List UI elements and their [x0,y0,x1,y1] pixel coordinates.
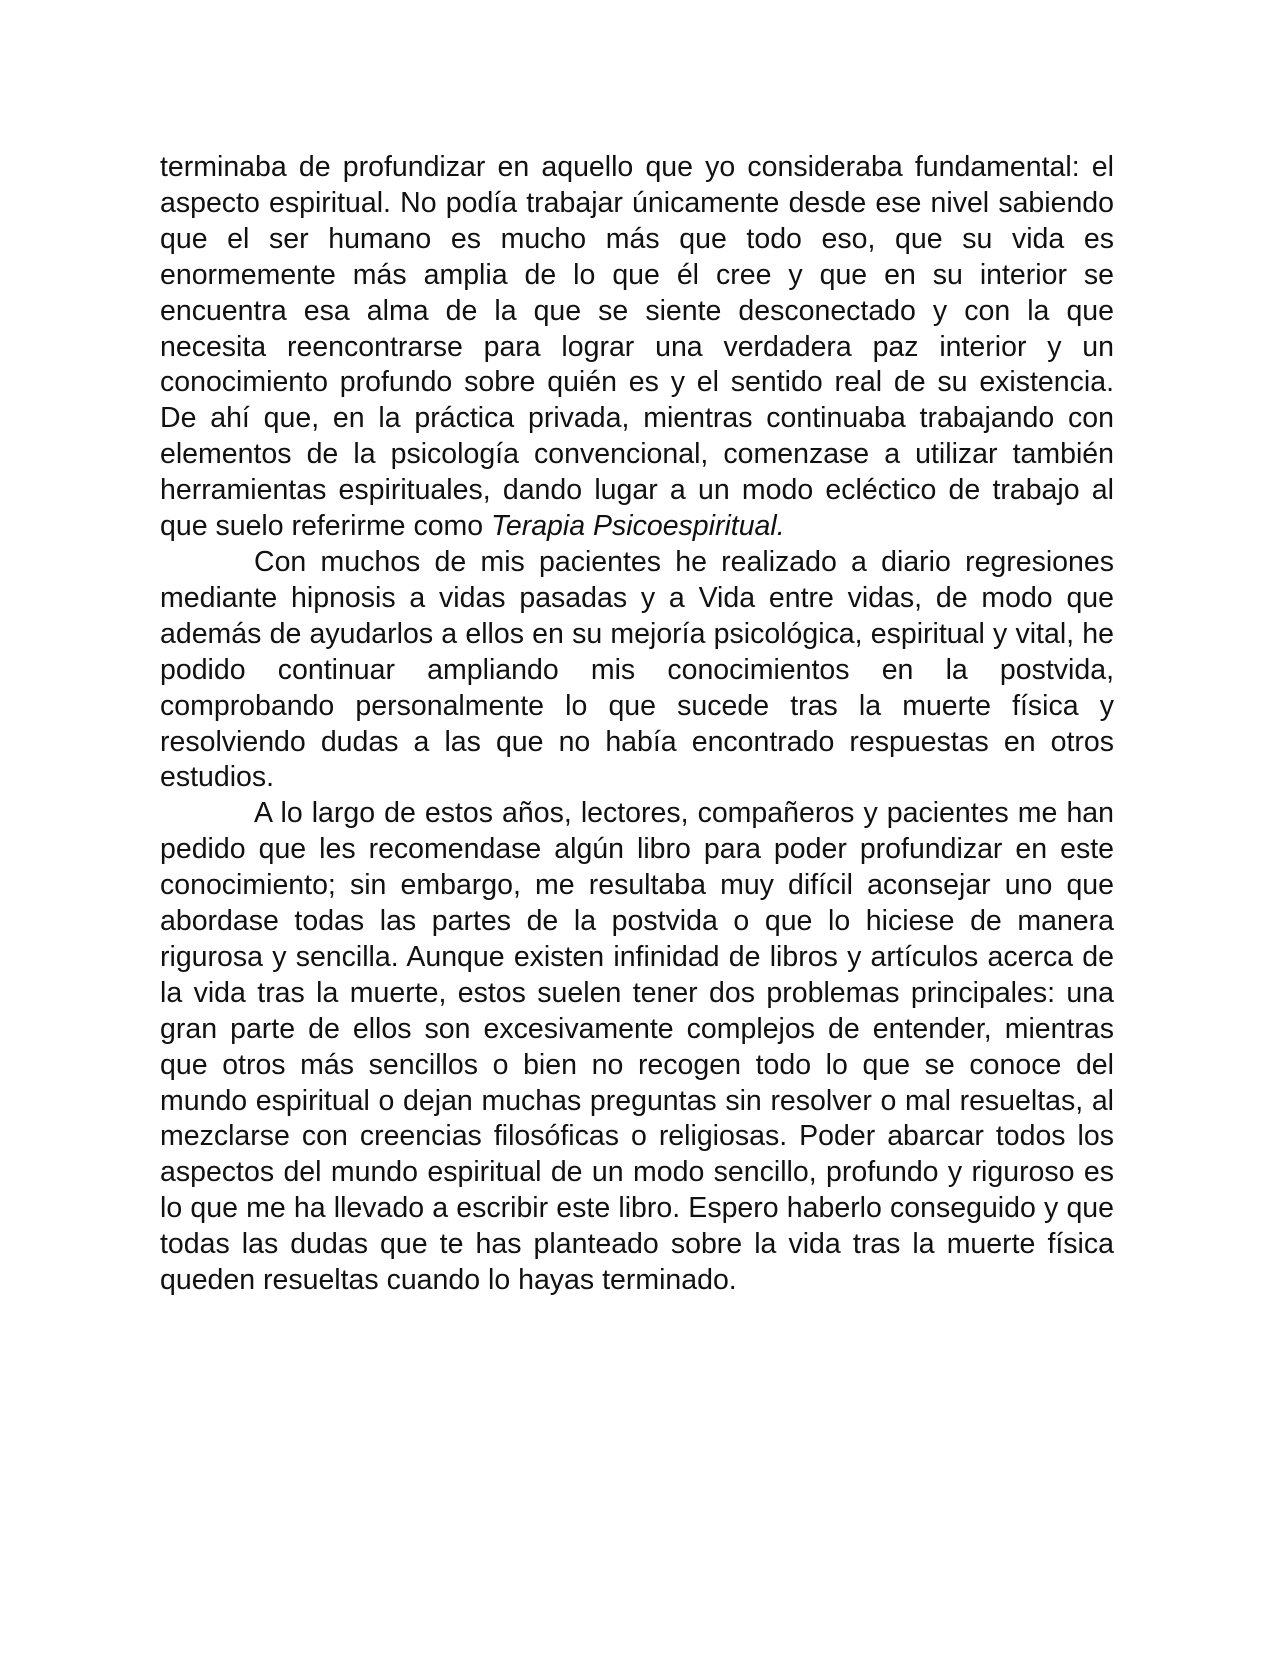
paragraph-1 [160,150,1114,545]
paragraph-2: Con muchos de mis pacientes he realizado a diario regresiones mediante hipnosis a vidas pasadas y a Vida entre vidas, de modo que además de ayudarlos a ellos en su mejoría psicológica, espiritual y vital, he podido continuar ampliando mis conocimientos en la postvida, comprobando personalmente lo que sucede tras la muerte física y resolviendo dudas a las que no había encontrado respuestas en otros estudios. [160,545,1114,794]
paragraph-3: A lo largo de estos años, lectores, compañeros y pacientes me han pedido que les recomendase algún libro para poder profundizar en este conocimiento; sin embargo, me resultaba muy difícil aconsejar uno que abordase todas las partes de la postvida o que lo hiciese de manera rigurosa y sencilla. Aunque existen infinidad de libros y artículos acerca de la vida tras la muerte, estos suelen tener dos problemas principales: una gran parte de ellos son excesivamente complejos de entender, mientras que otros más sencillos o bien no recogen todo lo que se conoce del mundo espiritual o dejan muchas preguntas sin resolver o mal resueltas, al mezclarse con creencias filosóficas o religiosas. Poder abarcar todos los aspectos del mundo espiritual de un modo sencillo, profundo y riguroso es lo que me ha llevado a escribir este libro. Espero haberlo conseguido y que todas las dudas que te has planteado sobre la vida tras la muerte física queden resueltas cuando lo hayas terminado. [160,797,1114,1297]
body-text [160,150,1114,1299]
paragraph-1-italic-term: Terapia Psicoespiritual. [491,510,785,543]
paragraph-1-text: terminaba de profundizar en aquello que yo consideraba fundamental: el aspecto espiritual. No podía trabajar únicamente desde ese nivel sabiendo que el ser humano es mucho más que todo eso, que su vida es enormemente más amplia de lo que él cree y que en su interior se encuentra esa alma de la que se siente desconectado y con la que necesita reencontrarse para lograr una verdadera paz interior y un conocimiento profundo sobre quién es y el sentido real de su existencia. De ahí que, en la práctica privada, mientras continuaba trabajando con elementos de la psicología convencional, comenzase a utilizar también herramientas espirituales, dando lugar a un modo ecléctico de trabajo al que suelo referirme como [160,151,1114,543]
